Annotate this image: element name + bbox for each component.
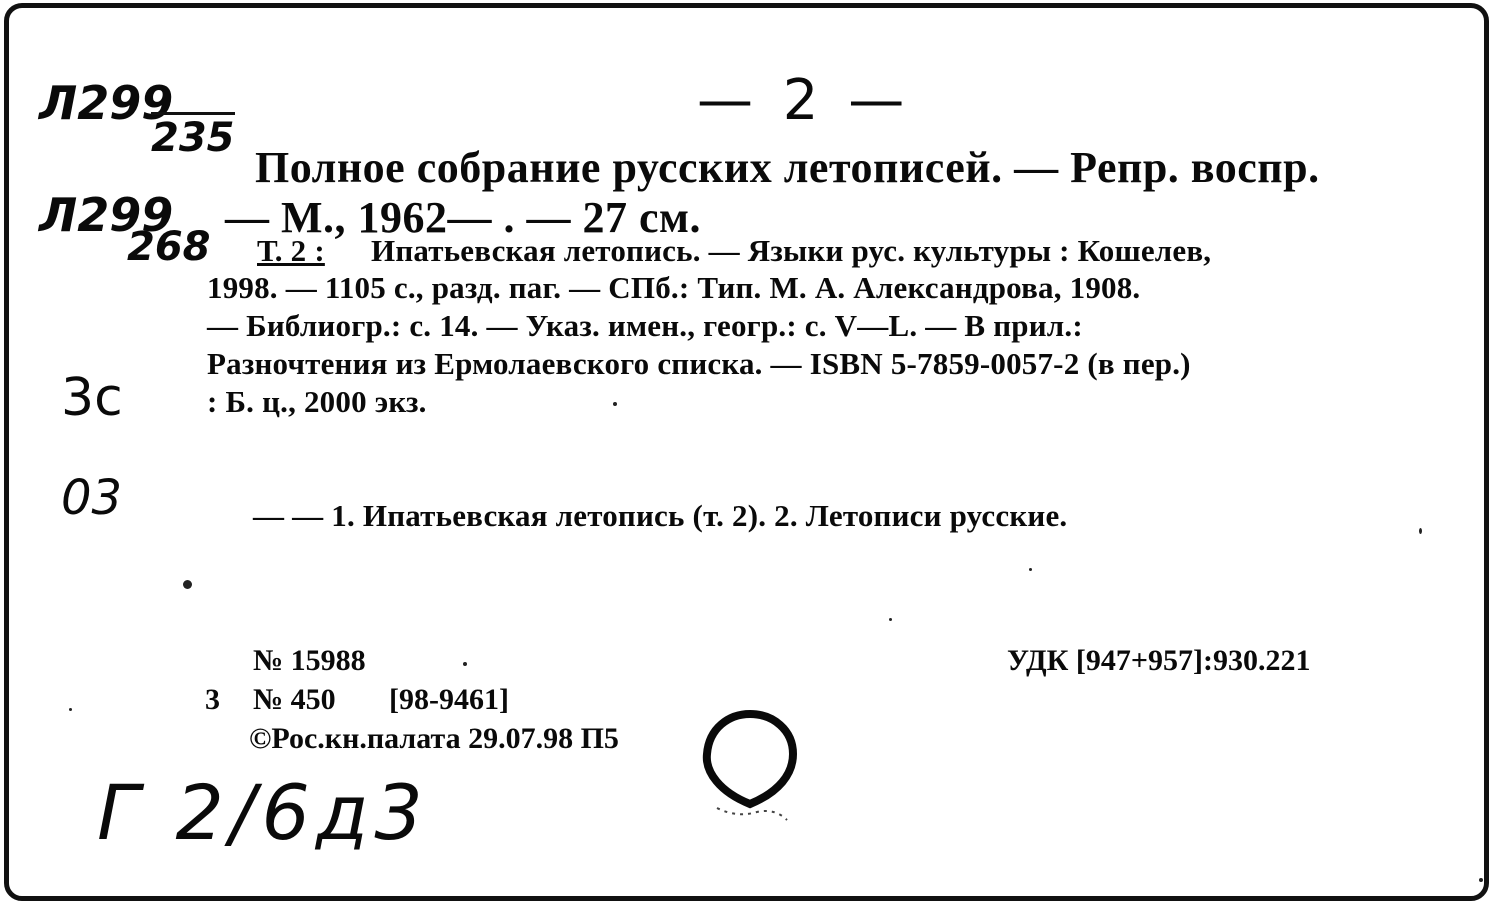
catalog-card xyxy=(4,3,1489,901)
shelfmark-1 xyxy=(39,76,235,161)
scan-speck xyxy=(889,618,892,621)
description-line-4: Разночтения из Ермолаевского списка. — ISBN 5-7859-0057-2 (в пер.) xyxy=(207,346,1191,381)
shelfmark-1-sub: 235 xyxy=(151,112,235,161)
order-code: [98-9461] xyxy=(389,683,509,716)
handwritten-page-number: — 2 — xyxy=(697,68,911,133)
description-line-3: — Библиогр.: с. 14. — Указ. имен., геогр.: с. V—L. — В прил.: xyxy=(207,308,1083,343)
copies-prefix: 3 xyxy=(205,683,220,716)
order-number: № 450 xyxy=(253,683,336,716)
udc-code: УДК [947+957]:930.221 xyxy=(1007,644,1311,677)
scan-speck xyxy=(463,662,467,666)
book-chamber-line: ©Рос.кн.палата 29.07.98 П5 xyxy=(249,722,619,755)
margin-mark-2: 03 xyxy=(61,470,123,526)
record-number: № 15988 xyxy=(253,644,366,677)
scan-speck xyxy=(1479,878,1483,882)
scan-speck xyxy=(613,402,617,406)
description-line-2: 1998. — 1105 с., разд. паг. — СПб.: Тип. М. А. Александрова, 1908. xyxy=(207,270,1141,305)
shelfmark-2-main: Л299 xyxy=(39,188,174,242)
scan-speck xyxy=(183,580,192,589)
punch-hole xyxy=(695,704,805,824)
shelfmark-1-main: Л299 xyxy=(39,76,174,130)
scan-speck xyxy=(1029,568,1032,571)
volume-label: Т. 2 : xyxy=(257,233,325,268)
subject-headings: — — 1. Ипатьевская летопись (т. 2). 2. Летописи русские. xyxy=(253,498,1068,533)
description-line-1: Ипатьевская летопись. — Языки рус. культуры : Кошелев, xyxy=(371,233,1212,268)
description-line-5: : Б. ц., 2000 экз. xyxy=(207,384,427,419)
shelfmark-2-sub: 268 xyxy=(127,224,211,270)
title-line-2: — М., 1962— . — 27 см. xyxy=(225,193,702,242)
shelfmark-2 xyxy=(39,188,211,270)
title-line-1: Полное собрание русских летописей. — Репр. воспр. xyxy=(255,143,1320,192)
scan-speck xyxy=(69,708,72,711)
handwritten-call-number: Г 2/6д3 xyxy=(97,768,429,857)
margin-mark-1: 3с xyxy=(61,368,123,428)
scan-speck xyxy=(1419,528,1422,534)
